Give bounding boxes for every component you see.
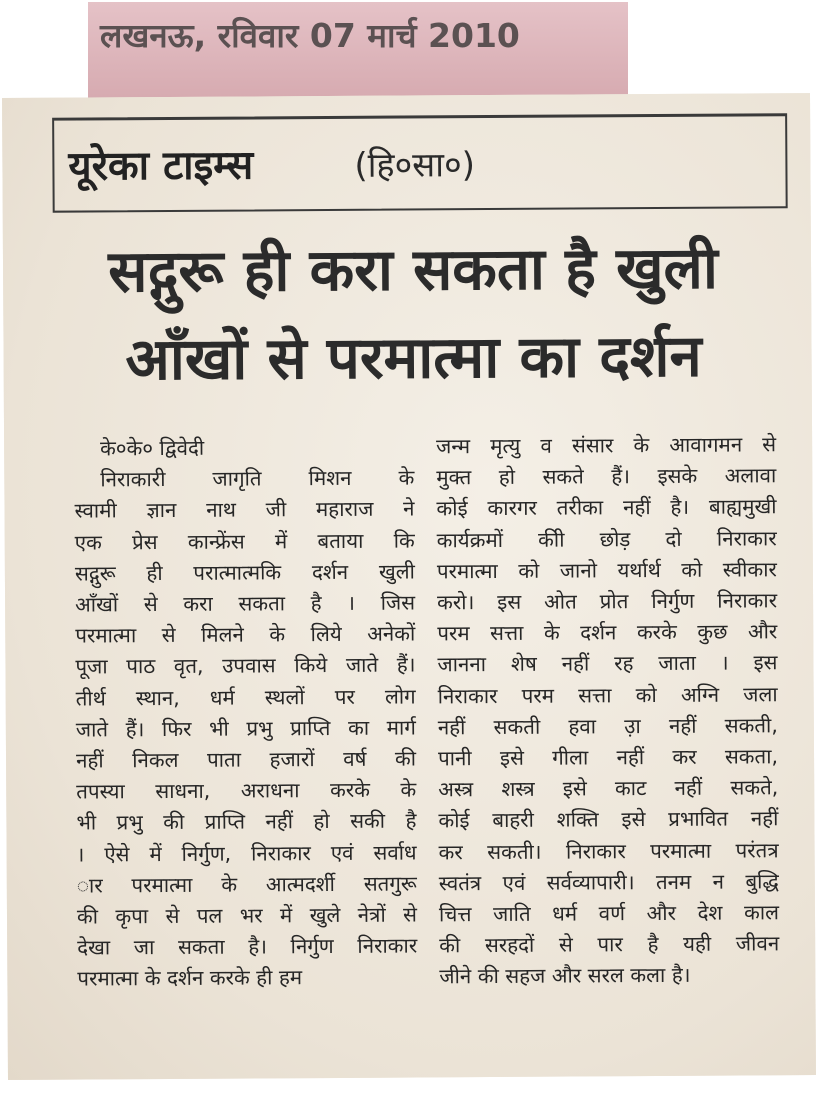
column-line: जीने की सहज और सरल कला है। — [439, 963, 691, 989]
masthead-agency: (हि०सा०) — [354, 145, 476, 186]
headline-line-2: आँखों से परमात्मा का दर्शन — [125, 321, 702, 394]
newspaper-clipping — [2, 93, 816, 1080]
column-line: जानना शेष नहीं रह जाता । इस — [437, 650, 778, 677]
column-line: परमात्मा से मिलने के लिये अनेकों — [75, 621, 416, 648]
headline-line-1: सद्गुरू ही करा सकता है खुली — [108, 233, 719, 306]
article-column-left — [74, 431, 417, 995]
column-line: एक प्रेस कान्फ्रेंस में बताया कि — [74, 528, 415, 555]
column-line: पूजा पाठ वृत, उपवास किये जाते हैं। — [75, 652, 416, 679]
column-line: निराकार परम सत्ता को अग्नि जला — [437, 681, 778, 708]
byline: के०के० द्विवेदी — [100, 435, 205, 461]
dateline: लखनऊ, रविवार 07 मार्च 2010 — [100, 16, 520, 55]
masthead-box — [52, 113, 788, 212]
column-line: स्वामी ज्ञान नाथ जी महाराज ने — [74, 496, 415, 523]
column-line: । ऐसे में निर्गुण, निराकार एवं सर्वाध — [76, 840, 417, 867]
column-line: नहीं सकती हवा उ़ा नहीं सकती, — [437, 713, 778, 740]
column-line: निराकारी जागृति मिशन के — [100, 465, 415, 492]
column-line: नहीं निकल पाता हजारों वर्ष की — [75, 746, 417, 773]
article-column-right — [436, 429, 779, 993]
column-line: भी प्रभु की प्राप्ति नहीं हो सकी है — [76, 808, 417, 835]
column-line: जन्म मृत्यु व संसार के आवागमन से — [436, 432, 777, 459]
column-line: कोई कारगर तरीका नहीं है। बाह्यमुखी — [436, 494, 777, 521]
column-line: की कृपा से पल भर में खुले नेत्रों से — [76, 902, 418, 929]
dateline-strip — [88, 2, 628, 100]
column-line: परमात्मा को जानो यर्थार्थ को स्वीकार — [436, 557, 777, 584]
column-line: अस्त्र शस्त्र इसे काट नहीं सकते, — [438, 775, 779, 802]
column-line: कार्यक्रमों कीी छोड़ दो निराकार — [436, 525, 777, 552]
column-line: देखा जा सकता है। निर्गुण निराकार — [77, 933, 418, 960]
column-line: जाते हैं। फिर भी प्रभु प्राप्ति का मार्ग — [75, 715, 416, 742]
column-line: पानी इसे गीला नहीं कर सकता, — [437, 744, 779, 771]
column-line: चित्त जाति धर्म वर्ण और देश काल — [438, 900, 780, 927]
column-line: तीर्थ स्थान, धर्म स्थलों पर लोग — [75, 684, 416, 711]
column-line: मुक्त हो सकते हैं। इसके अलावा — [436, 463, 777, 490]
column-line: तपस्या साधना, अराधना करके के — [76, 777, 417, 804]
column-line: की सरहदों से पार है यही जीवन — [439, 931, 780, 958]
column-line: सद्गुरू ही परात्मात्मकि दर्शन खुली — [74, 559, 415, 586]
column-line: स्वतंत्र एवं सर्वव्यापारी। तनम न बुद्धि — [438, 869, 779, 896]
headline — [43, 223, 784, 404]
column-line: परम सत्ता के दर्शन करके कुछ और — [437, 619, 778, 646]
column-line: ार परमात्मा के आत्मदर्शी सतगुरू — [76, 871, 417, 898]
column-line: कोई बाहरी शक्ति इसे प्रभावित नहीं — [438, 806, 779, 833]
column-line: परमात्मा के दर्शन करके ही हम — [77, 965, 303, 992]
column-line: करो। इस ओत प्रोत निर्गुण निराकार — [437, 588, 778, 615]
masthead-title: यूरेका टाइम्स — [68, 142, 254, 190]
column-line: कर सकती। निराकार परमात्मा परंतत्र — [438, 837, 779, 864]
column-line: आँखों से करा सकता है । जिस — [75, 590, 416, 617]
